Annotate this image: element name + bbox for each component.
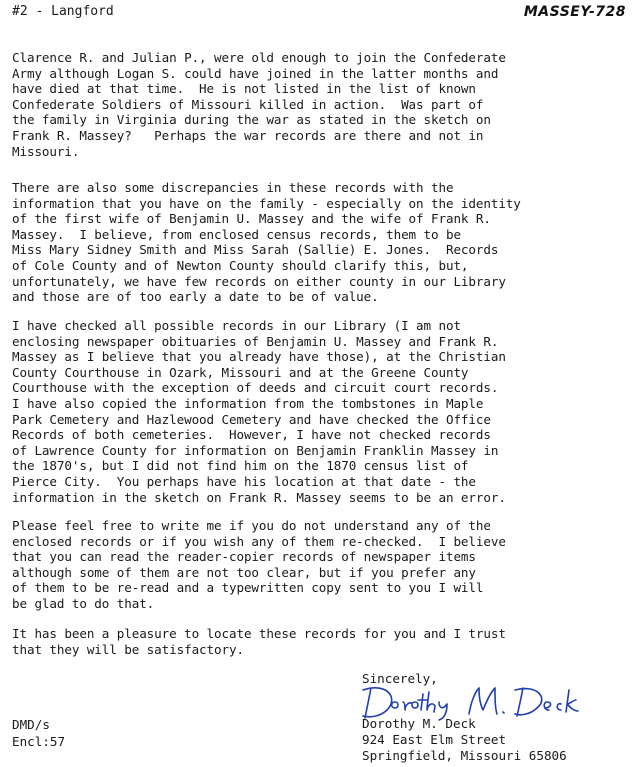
paragraph-2: There are also some discrepancies in these records with the information that you have on the family - especially on the identity of the first wife of Benjamin U. Massey and the wife of Frank R. Massey. I believe, from enclosed census records, them to be Miss Mary Sidney Smith and Miss Sarah (Sallie) E. Jones. Records of Cole County and of Newton County should clarify this, but, unfortunately, we have few records on either county in our Library and those are of too early a date to be of value. (12, 180, 521, 305)
paragraph-5: It has been a pleasure to locate these records for you and I trust that they will be satisfactory. (12, 626, 506, 657)
address-line-2: Springfield, Missouri 65806 (362, 748, 567, 763)
signer-name: Dorothy M. Deck (362, 716, 476, 731)
file-mark: MASSEY-728 (523, 4, 626, 20)
reference-block (12, 716, 65, 750)
enclosure-count: Encl:57 (12, 734, 66, 749)
page-reference: #2 - Langford (12, 4, 114, 19)
paragraph-4: Please feel free to write me if you do not understand any of the enclosed records or if you wish any of them re-checked. I believe that you can read the reader-copier records of newspaper items although some of them are not too clear, but if you prefer any of them to be re-read and a typewritten copy sent to you I will be glad to do that. (12, 518, 506, 611)
address-line-1: 924 East Elm Street (362, 732, 507, 747)
paragraph-1: Clarence R. and Julian P., were old enough to join the Confederate Army although Logan S. could have joined in the latter months and have died at that time. He is not listed in the list of known Confederate Soldiers of Missouri killed in action. Was part of the family in Virginia during the war as stated in the sketch on Frank R. Massey? Perhaps the war records are there and not in Missouri. (12, 50, 506, 159)
paragraph-3: I have checked all possible records in our Library (I am not enclosing newspaper obituaries of Benjamin U. Massey and Frank R. Massey as I believe that you already have those), at the Christian County Courthouse in Ozark, Missouri and at the Greene County Courthouse with the exception of deeds and circuit court records. I have also copied the information from the tombstones in Maple Park Cemetery and Hazlewood Cemetery and have checked the Office Records of both cemeteries. However, I have not checked records of Lawrence County for information on Benjamin Franklin Massey in the 1870's, but I did not find him on the 1870 census list of Pierce City. You perhaps have his location at that date - the information in the sketch on Frank R. Massey seems to be an error. (12, 318, 506, 505)
signature-block (362, 716, 567, 764)
closing-salutation: Sincerely, (362, 671, 438, 686)
typist-initials: DMD/s (12, 717, 50, 732)
